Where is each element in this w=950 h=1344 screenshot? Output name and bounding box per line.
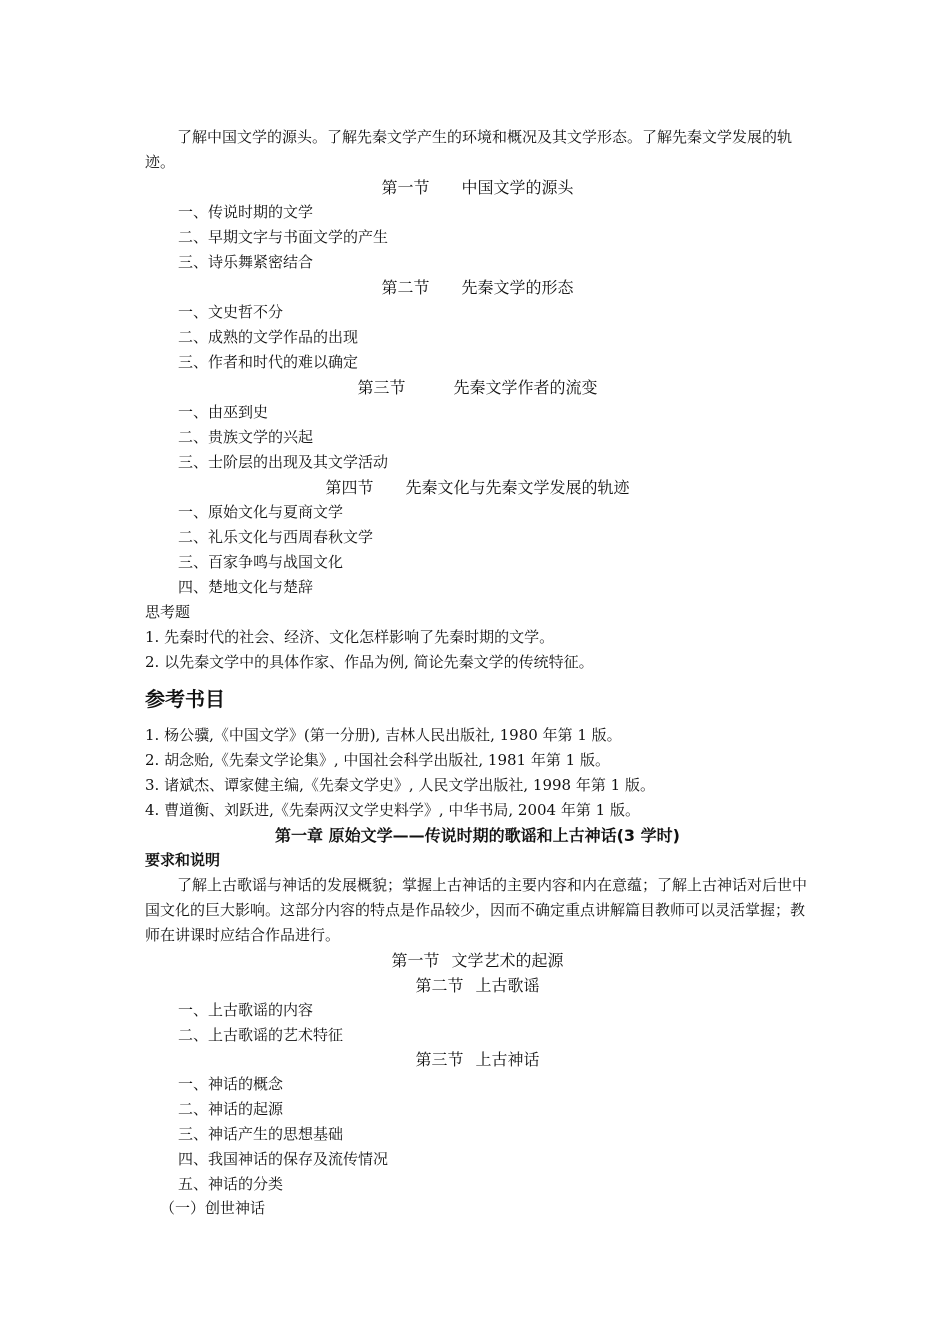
section-heading-3: 第三节 先秦文学作者的流变 xyxy=(357,378,598,397)
list-item: 一、神话的概念 xyxy=(178,1075,284,1093)
list-item: 二、神话的起源 xyxy=(178,1100,284,1118)
section-heading-2: 第二节 先秦文学的形态 xyxy=(381,278,574,297)
list-item: 三、百家争鸣与战国文化 xyxy=(178,553,344,571)
list-item: 一、由巫到史 xyxy=(178,403,269,421)
list-item: 一、文史哲不分 xyxy=(178,303,284,321)
sub-list-item: （一）创世神话 xyxy=(160,1199,266,1217)
list-item: 一、原始文化与夏商文学 xyxy=(178,503,344,521)
chapter-section-heading-2: 第二节 上古歌谣 xyxy=(415,976,540,995)
requirements-label: 要求和说明 xyxy=(145,851,221,869)
questions-label: 思考题 xyxy=(145,603,191,621)
list-item: 三、神话产生的思想基础 xyxy=(178,1125,344,1143)
references-title: 参考书目 xyxy=(145,687,225,711)
list-item: 一、传说时期的文学 xyxy=(178,203,314,221)
list-item: 四、楚地文化与楚辞 xyxy=(178,578,314,596)
section-heading-4: 第四节 先秦文化与先秦文学发展的轨迹 xyxy=(325,478,630,497)
list-item: 三、士阶层的出现及其文学活动 xyxy=(178,453,389,471)
question-item: 1. 先秦时代的社会、经济、文化怎样影响了先秦时期的文学。 xyxy=(145,628,555,646)
reference-item: 1. 杨公骥,《中国文学》(第一分册), 吉林人民出版社, 1980 年第 1 版。 xyxy=(145,726,622,744)
intro-paragraph: 了解中国文学的源头。了解先秦文学产生的环境和概况及其文学形态。了解先秦文学发展的轨迹。 xyxy=(145,128,793,171)
list-item: 五、神话的分类 xyxy=(178,1175,284,1193)
list-item: 一、上古歌谣的内容 xyxy=(178,1001,314,1019)
question-item: 2. 以先秦文学中的具体作家、作品为例, 简论先秦文学的传统特征。 xyxy=(145,653,594,671)
reference-item: 2. 胡念贻,《先秦文学论集》, 中国社会科学出版社, 1981 年第 1 版。 xyxy=(145,751,610,769)
list-item: 三、作者和时代的难以确定 xyxy=(178,353,359,371)
list-item: 四、我国神话的保存及流传情况 xyxy=(178,1150,389,1168)
list-item: 二、礼乐文化与西周春秋文学 xyxy=(178,528,374,546)
requirements-paragraph: 了解上古歌谣与神话的发展概貌；掌握上古神话的主要内容和内在意蕴；了解上古神话对后世中国文化的巨大影响。这部分内容的特点是作品较少，因而不确定重点讲解篇目教师可以灵活掌握；教师在讲课时应结合作品进行。 xyxy=(145,876,808,944)
reference-item: 3. 诸斌杰、谭家健主编,《先秦文学史》, 人民文学出版社, 1998 年第 1 版。 xyxy=(145,776,655,794)
list-item: 二、早期文字与书面文学的产生 xyxy=(178,228,389,246)
chapter-section-heading-3: 第三节 上古神话 xyxy=(415,1050,540,1069)
chapter-section-heading-1: 第一节 文学艺术的起源 xyxy=(391,951,564,970)
list-item: 二、贵族文学的兴起 xyxy=(178,428,314,446)
list-item: 三、诗乐舞紧密结合 xyxy=(178,253,314,271)
reference-item: 4. 曹道衡、刘跃进,《先秦两汉文学史料学》, 中华书局, 2004 年第 1 版。 xyxy=(145,801,640,819)
list-item: 二、成熟的文学作品的出现 xyxy=(178,328,359,346)
list-item: 二、上古歌谣的艺术特征 xyxy=(178,1026,344,1044)
section-heading-1: 第一节 中国文学的源头 xyxy=(381,178,574,197)
chapter-title: 第一章 原始文学——传说时期的歌谣和上古神话(3 学时) xyxy=(275,826,680,845)
